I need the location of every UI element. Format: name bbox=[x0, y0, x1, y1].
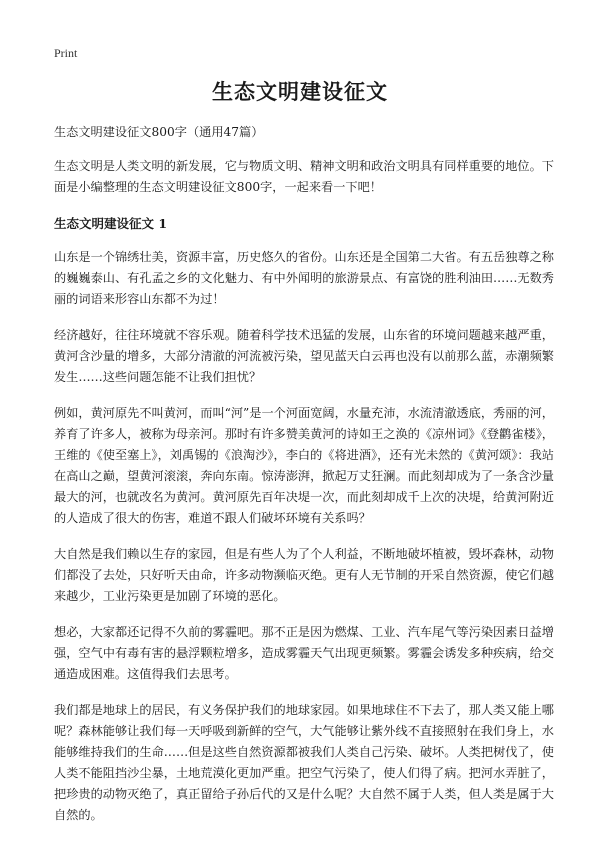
article-body bbox=[54, 122, 554, 841]
paragraph: 经济越好，往往环境就不容乐观。随着科学技术迅猛的发展，山东省的环境问题越来越严重，黄河含沙量的增多，大部分清澈的河流被污染，望见蓝天白云再也没有以前那么蓝，赤潮频繁发生……这些问题怎能不让我们担忧？ bbox=[54, 328, 554, 384]
print-link[interactable]: Print bbox=[54, 46, 78, 60]
article-subtitle: 生态文明建设征文800字（通用47篇） bbox=[54, 125, 264, 139]
paragraph: 大自然是我们赖以生存的家园，但是有些人为了个人利益，不断地破坏植被，毁坏森林，动物们都没了去处，只好听天由命，许多动物濒临灭绝。更有人无节制的开采自然资源，使它们越来越少，工业污染更是加剧了环境的恶化。 bbox=[54, 547, 554, 603]
paragraph: 山东是一个锦绣壮美，资源丰富，历史悠久的省份。山东还是全国第二大省。有五岳独尊之称的巍巍泰山、有孔孟之乡的文化魅力、有中外闻明的旅游景点、有富饶的胜利油田……无数秀丽的词语来形容山东都不为过！ bbox=[54, 250, 554, 306]
paragraph: 想必，大家都还记得不久前的雾霾吧。那不正是因为燃煤、工业、汽车尾气等污染因素日益增强，空气中有毒有害的悬浮颗粒增多，造成雾霾天气出现更频繁。雾霾会诱发多种疾病，给交通造成困难。这值得我们去思考。 bbox=[54, 625, 554, 681]
page-title: 生态文明建设征文 bbox=[212, 79, 388, 104]
paragraph: 我们都是地球上的居民，有义务保护我们的地球家园。如果地球住不下去了，那人类又能上哪呢？森林能够让我们每一天呼吸到新鲜的空气，大气能够让紫外线不直接照射在我们身上，水能够维持我们的生命……但是这些自然资源都被我们人类自己污染、破坏。人类把树伐了，使人类不能阻挡沙尘暴，土地荒漠化更加严重。把空气污染了，使人们得了病。把河水弄脏了，把珍贵的动物灭绝了，真正留给子孙后代的又是什么呢？大自然不属于人类，但人类是属于大自然的。 bbox=[54, 703, 554, 822]
paragraph: 例如，黄河原先不叫黄河，而叫“河”是一个河面宽阔，水量充沛，水流清澈透底，秀丽的河，养育了许多人，被称为母亲河。那时有许多赞美黄河的诗如王之涣的《凉州词》《登鹳雀楼》，王维的《使至塞上》，刘禹锡的《浪淘沙》，李白的《将进酒》，还有光未然的《黄河颂》：我站在高山之巅，望黄河滚滚，奔向东南。惊涛澎湃，掀起万丈狂澜。而此刻却成为了一条含沙量最大的河，也就改名为黄河。黄河原先百年决堤一次，而此刻却成千上次的决堤，给黄河附近的人造成了很大的伤害，难道不跟人们破坏环境有关系吗？ bbox=[54, 406, 554, 525]
intro-paragraph: 生态文明是人类文明的新发展，它与物质文明、精神文明和政治文明具有同样重要的地位。下面是小编整理的生态文明建设征文800字，一起来看一下吧！ bbox=[54, 159, 554, 194]
section-heading: 生态文明建设征文 1 bbox=[54, 216, 168, 231]
